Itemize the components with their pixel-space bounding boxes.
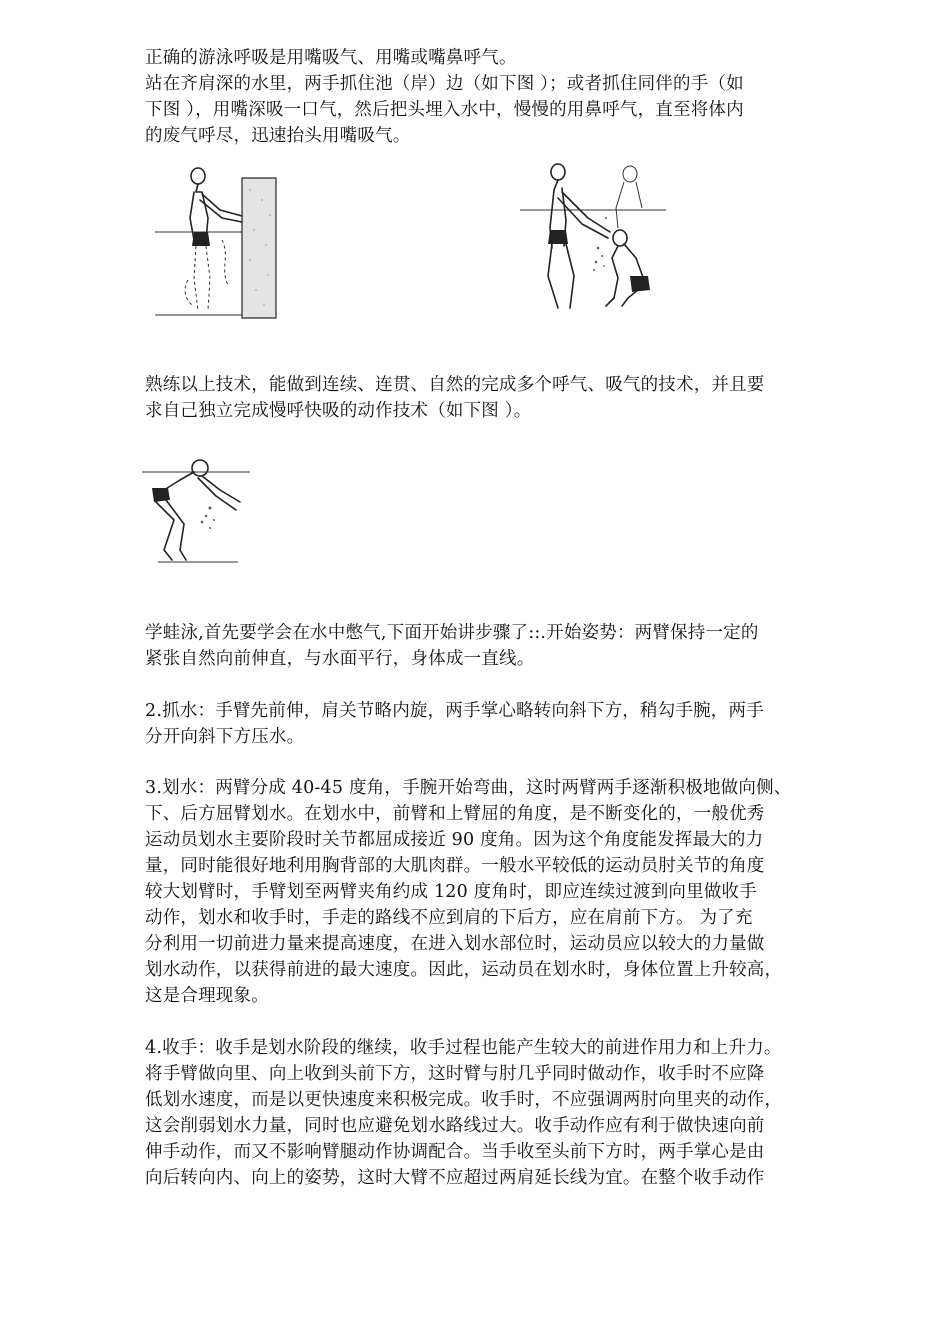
recovery-line: 这会削弱划水力量，同时也应避免划水路线过大。收手动作应有利于做快速向前 — [145, 1116, 765, 1136]
pull-paragraph — [145, 775, 810, 1009]
pull-line: 分利用一切前进力量来提高速度，在进入划水部位时，运动员应以较大的力量做 — [145, 934, 765, 954]
recovery-paragraph — [145, 1035, 810, 1191]
catch-line: 2.抓水：手臂先前伸，肩关节略内旋，两手掌心略转向斜下方，稍勾手腕，两手 — [145, 701, 764, 721]
figure-pool-edge-breathing — [150, 160, 280, 320]
recovery-line: 4.收手：收手是划水阶段的继续，收手过程也能产生较大的前进作用力和上升力。 — [145, 1038, 782, 1058]
intro-line: 的废气呼尽，迅速抬头用嘴吸气。 — [145, 126, 411, 146]
catch-line: 分开向斜下方压水。 — [145, 727, 305, 747]
figure-independent-breathing — [140, 450, 260, 570]
recovery-line: 低划水速度，而是以更快速度来积极完成。收手时，不应强调两肘向里夹的动作， — [145, 1090, 783, 1110]
pull-line: 动作，划水和收手时，手走的路线不应到肩的下后方，应在肩前下方。 为了充 — [145, 908, 753, 928]
intro-line: 下图 ），用嘴深吸一口气，然后把头埋入水中，慢慢的用鼻呼气，直至将体内 — [145, 100, 744, 120]
recovery-line: 向后转向内、向上的姿势，这时大臂不应超过两肩延长线为宜。在整个收手动作 — [145, 1168, 765, 1188]
pull-line: 量，同时能很好地利用胸背部的大肌肉群。一般水平较低的运动员肘关节的角度 — [145, 856, 765, 876]
intro-paragraph — [145, 45, 810, 149]
breaststroke-line: 紧张自然向前伸直，与水面平行，身体成一直线。 — [145, 649, 535, 669]
pull-line: 这是合理现象。 — [145, 986, 269, 1006]
figure-partner-breathing — [518, 158, 668, 318]
pull-line: 较大划臂时，手臂划至两臂夹角约成 120 度角时，即应连续过渡到向里做收手 — [145, 882, 757, 902]
catch-paragraph — [145, 698, 810, 750]
practice-line: 熟练以上技术，能做到连续、连贯、自然的完成多个呼气、吸气的技术，并且要 — [145, 375, 765, 395]
breaststroke-paragraph — [145, 620, 810, 672]
breaststroke-line: 学蛙泳,首先要学会在水中憋气,下面开始讲步骤了::.开始姿势：两臂保持一定的 — [145, 623, 759, 643]
practice-line: 求自己独立完成慢呼快吸的动作技术（如下图 ）。 — [145, 401, 532, 421]
pull-line: 下、后方屈臂划水。在划水中，前臂和上臂屈的角度，是不断变化的，一般优秀 — [145, 804, 765, 824]
recovery-line: 伸手动作，而又不影响臂腿动作协调配合。当手收至头前下方时，两手掌心是由 — [145, 1142, 765, 1162]
practice-paragraph — [145, 372, 810, 424]
pull-line: 运动员划水主要阶段时关节都屈成接近 90 度角。因为这个角度能发挥最大的力 — [145, 830, 764, 850]
recovery-line: 将手臂做向里、向上收到头前下方，这时臂与肘几乎同时做动作，收手时不应降 — [145, 1064, 765, 1084]
intro-line: 正确的游泳呼吸是用嘴吸气、用嘴或嘴鼻呼气。 — [145, 48, 517, 68]
intro-line: 站在齐肩深的水里，两手抓住池（岸）边（如下图 ）；或者抓住同伴的手（如 — [145, 74, 744, 94]
pull-line: 3.划水：两臂分成 40-45 度角，手腕开始弯曲，这时两臂两手逐渐积极地做向侧、 — [145, 778, 792, 798]
pull-line: 划水动作，以获得前进的最大速度。因此，运动员在划水时，身体位置上升较高， — [145, 960, 783, 980]
